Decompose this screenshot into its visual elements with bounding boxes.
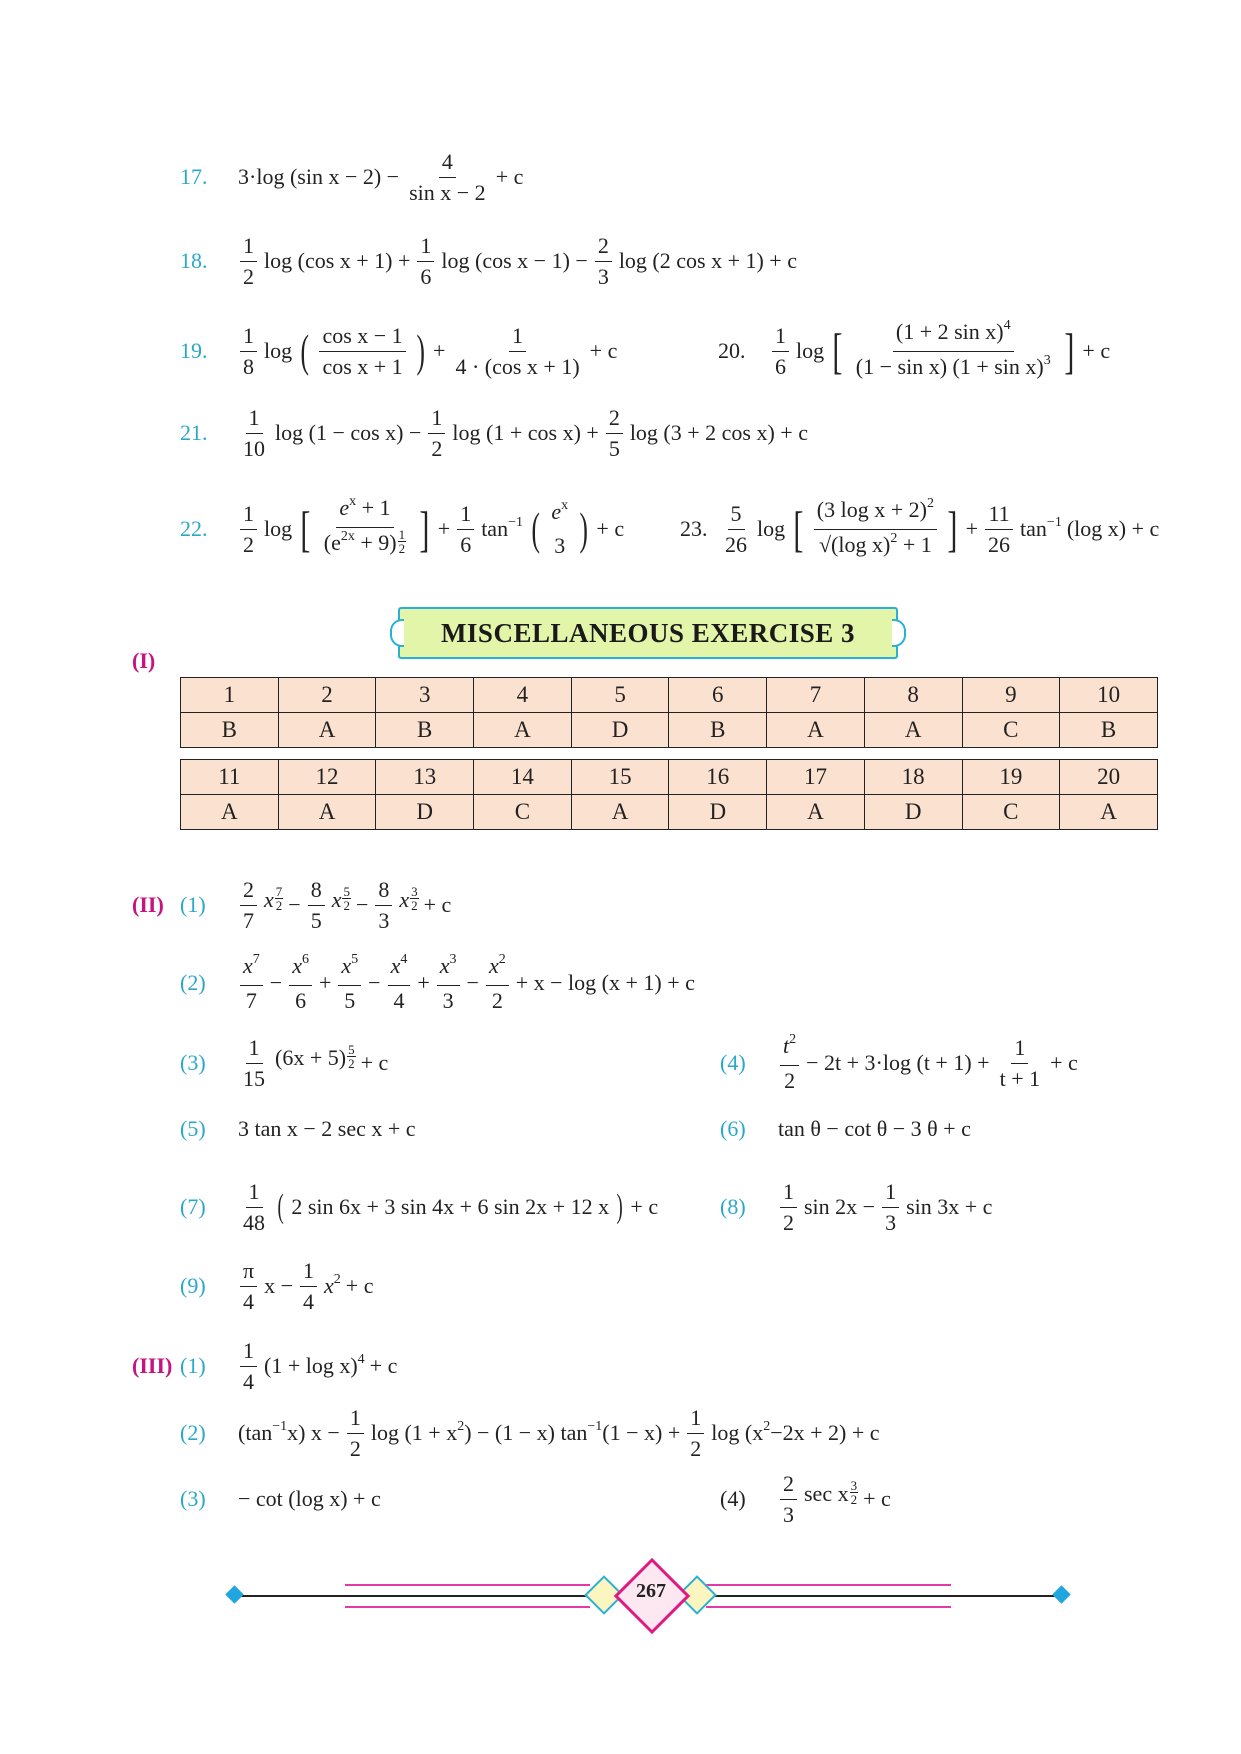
table-cell: 2 xyxy=(278,678,376,713)
footer-line xyxy=(345,1584,590,1586)
expr-text: + xyxy=(417,970,430,995)
expr-text: x − xyxy=(264,1273,294,1298)
footer-line xyxy=(706,1606,951,1608)
fraction: $\frac{1}{2}$ xyxy=(428,403,445,464)
answer-number: 22. xyxy=(180,516,208,541)
part-2-item-2 xyxy=(180,948,695,1018)
table-cell: 18 xyxy=(864,760,962,795)
right-paren: ) xyxy=(579,503,588,554)
fraction: $\frac{2}{3}$ xyxy=(595,231,612,292)
fraction: $\frac{1}{\text{4 · (cos x + 1)}}$ xyxy=(455,322,580,379)
table-cell: A xyxy=(767,795,865,830)
table-cell: 1 xyxy=(181,678,279,713)
fraction: $\frac{1}{10}$ xyxy=(243,404,265,461)
fraction: $\frac{2}{3}$ xyxy=(780,1469,797,1530)
fraction: $\frac{11}{26}$ xyxy=(985,499,1013,560)
expr-text: (1 + log x) xyxy=(264,1353,358,1378)
part-2-item-4 xyxy=(720,1028,1078,1098)
part-3-item-1: (III) (1) $\frac{1}{4}$ $(1 + \log x)^4$ + c xyxy=(132,1331,397,1401)
answer-number: 23. xyxy=(680,516,708,541)
expr-text: sec x xyxy=(804,1481,849,1506)
fraction: $\frac{1}{6}$ xyxy=(772,321,789,382)
answer-number: 19. xyxy=(180,338,208,363)
item-number: (1) xyxy=(180,1353,206,1378)
table-cell: 7 xyxy=(767,678,865,713)
fraction: $\frac{1}{48}$ xyxy=(243,1178,265,1235)
table-cell: 12 xyxy=(278,760,376,795)
answer-number: 17. xyxy=(180,164,208,189)
fraction: $e^x + 1$ $(e^{2x} + 9)$ $\frac{1}{2}$ xyxy=(323,493,406,556)
table-row xyxy=(181,760,1158,795)
table-cell: 5 xyxy=(571,678,669,713)
fraction: $\frac{x^2}{2}$ xyxy=(486,951,509,1016)
fraction: $\frac{\pi}{4}$ xyxy=(240,1256,257,1317)
diamond-icon xyxy=(225,1585,243,1603)
table-cell: B xyxy=(181,713,279,748)
right-bracket: ] xyxy=(947,501,958,557)
expr-text: tan θ − cot θ − 3 θ + c xyxy=(778,1116,971,1141)
part-2-item-5 xyxy=(180,1094,416,1164)
left-paren: ( xyxy=(531,503,540,554)
table-cell: 15 xyxy=(571,760,669,795)
fraction: $\frac{8}{5}$ xyxy=(308,875,325,936)
item-number: (8) xyxy=(720,1194,746,1219)
expr-text: − xyxy=(466,970,479,995)
part-2-item-1: (II) (1) $\frac{2}{7}$ x $\frac{7}{2}$ − $\frac{8}{5}$ x $\frac{5}{2}$ − $\frac{8}{3}$ x $\frac{3}{2}$ + c xyxy=(132,870,451,940)
fraction: $\frac{x^3}{3}$ xyxy=(437,951,460,1016)
fraction: $\frac{(3 \log x + 2)^2}{√(\log x)^2 + 1}$ xyxy=(814,495,937,564)
fraction: $\frac{x^7}{7}$ xyxy=(240,951,263,1016)
table-cell: A xyxy=(767,713,865,748)
table-cell: A xyxy=(474,713,572,748)
table-cell: C xyxy=(962,713,1060,748)
table-cell: 8 xyxy=(864,678,962,713)
footer-line xyxy=(706,1584,951,1586)
item-number: (4) xyxy=(720,1050,746,1075)
fraction: $\frac{1}{6}$ xyxy=(457,499,474,560)
fraction: $\frac{1}{2}$ xyxy=(240,499,257,560)
item-number: (4) xyxy=(720,1486,746,1511)
item-number: (9) xyxy=(180,1273,206,1298)
fraction: $\frac{1}{2}$ xyxy=(780,1177,797,1238)
expr-text: − 2t + 3·log (t + 1) + xyxy=(806,1050,990,1075)
fraction: $\frac{1}{15}$ xyxy=(243,1034,265,1091)
expr-text: 2 sin 6x + 3 sin 4x + 6 sin 2x + 12 x xyxy=(291,1194,610,1219)
item-number: (3) xyxy=(180,1486,206,1511)
expr-text: log (1 − cos x) − xyxy=(275,420,422,445)
part-3-item-4: (4) $\frac{2}{3}$ sec x $\frac{3}{2}$ + c xyxy=(720,1464,891,1534)
item-number: (3) xyxy=(180,1050,206,1075)
fraction: $e^x$ 3 xyxy=(551,498,569,558)
item-number: (1) xyxy=(180,892,206,917)
table-cell: C xyxy=(962,795,1060,830)
expr-text: − xyxy=(355,892,369,917)
table-cell: D xyxy=(669,795,767,830)
item-number: (2) xyxy=(180,970,206,995)
expr-text: + xyxy=(965,516,979,541)
table-row xyxy=(181,795,1158,830)
left-bracket: [ xyxy=(793,501,804,557)
expr-text: 3 tan x − 2 sec x + c xyxy=(238,1116,416,1141)
fraction: $\frac{2}{7}$ xyxy=(240,875,257,936)
diamond-icon xyxy=(1052,1585,1070,1603)
fraction: $\frac{1}{2}$ xyxy=(347,1403,364,1464)
answer-20 xyxy=(718,316,1110,386)
expr-text: + c xyxy=(596,516,625,541)
fraction: $\frac{2}{5}$ xyxy=(606,403,623,464)
item-number: (6) xyxy=(720,1116,746,1141)
expr-text: + c xyxy=(1082,338,1111,363)
fraction: $\frac{x^4}{4}$ xyxy=(388,951,411,1016)
expr-text: − xyxy=(269,970,283,995)
page-number: 267 xyxy=(636,1580,666,1602)
expr-text: + c xyxy=(863,1486,891,1511)
fraction: $\frac{(1 + 2 \sin x)^4}{(1 - \sin x) (1 + \sin x)^3}$ xyxy=(855,317,1051,379)
fraction: $\frac{5}{26}$ xyxy=(725,500,747,557)
part-2-item-6 xyxy=(720,1094,971,1164)
expr-text: + c xyxy=(495,164,524,189)
table-cell: 20 xyxy=(1060,760,1158,795)
left-bracket: [ xyxy=(300,501,311,557)
expr-text: + c xyxy=(423,892,452,917)
fraction: $\frac{4}{\text{sin x − 2}}$ xyxy=(409,148,486,205)
table-cell: 9 xyxy=(962,678,1060,713)
table-cell: B xyxy=(1060,713,1158,748)
part-2-item-8 xyxy=(720,1172,992,1242)
part-1-label: (I) xyxy=(132,648,156,673)
table-cell: 10 xyxy=(1060,678,1158,713)
expr-text: log xyxy=(796,338,825,363)
expr-text: log (2 cos x + 1) + c xyxy=(618,248,797,273)
fraction: $\frac{x^6}{6}$ xyxy=(289,951,312,1016)
answer-table-2 xyxy=(180,759,1158,830)
fraction: $\frac{1}{4}$ xyxy=(300,1256,317,1317)
part-2-item-9: (9) $\frac{\pi}{4}$ x − $\frac{1}{4}$ $x^2$ + c xyxy=(180,1251,373,1321)
table-cell: 14 xyxy=(474,760,572,795)
table-cell: A xyxy=(278,795,376,830)
part-3-item-2: (2) $(\tan^{-1}x) x$ − $\frac{1}{2}$ $\log (1 + x^2) - (1 - x)$ $\tan^{-1}(1 - x)$ + $\frac{1}{2}$ $\log (x^2-2x + 2) + c$ xyxy=(180,1398,880,1468)
table-cell: A xyxy=(278,713,376,748)
answer-22: 22. $\frac{1}{2}$ log [ $e^x + 1$ $(e^{2x} + 9)$ $\frac{1}{2}$ ] + $\frac{1}{6}$ $\tan^{-1}$ ( $e^x$ 3 ) + c xyxy=(180,494,624,564)
expr-text: log (cos x − 1) − xyxy=(441,248,588,273)
answer-18 xyxy=(180,226,797,296)
part-3-item-3 xyxy=(180,1464,381,1534)
fraction: $\frac{\text{cos x − 1}}{\text{cos x + 1}}$ xyxy=(319,321,405,382)
table-cell: 16 xyxy=(669,760,767,795)
item-number: (2) xyxy=(180,1420,206,1445)
expr-text: tan xyxy=(1020,516,1047,541)
left-paren: ( xyxy=(277,1188,284,1225)
item-number: (7) xyxy=(180,1194,206,1219)
expr-text: (log x) + c xyxy=(1066,516,1160,541)
fraction: $\frac{1}{t + 1}$ xyxy=(999,1034,1041,1091)
expr-text: + c xyxy=(345,1273,374,1298)
table-cell: 13 xyxy=(376,760,474,795)
table-cell: D xyxy=(864,795,962,830)
expr-text: − xyxy=(368,970,381,995)
table-cell: A xyxy=(181,795,279,830)
section-title: MISCELLANEOUS EXERCISE 3 xyxy=(398,607,898,659)
part-2-item-7 xyxy=(180,1172,658,1242)
table-cell: D xyxy=(376,795,474,830)
expr-text: + xyxy=(437,516,451,541)
answer-23: 23. $\frac{5}{26}$ log [ $\frac{(3 \log x + 2)^2}{√(\log x)^2 + 1}$ ] + $\frac{11}{26}$ $\tan^{-1}$ (log x) + c xyxy=(680,494,1159,564)
expr-text: + c xyxy=(589,338,618,363)
expr-text: 3·log (sin x − 2) − xyxy=(238,164,400,189)
fraction: $\frac{1}{6}$ xyxy=(417,231,434,292)
right-bracket: ] xyxy=(419,501,430,557)
expr-text: log (3 + 2 cos x) + c xyxy=(629,420,808,445)
answer-number: 21. xyxy=(180,420,208,445)
expr-text: log xyxy=(264,516,293,541)
expr-text: log xyxy=(264,338,293,363)
right-paren: ) xyxy=(616,1188,623,1225)
fraction: $\frac{1}{2}$ xyxy=(240,231,257,292)
expr-text: log (1 + cos x) + xyxy=(452,420,599,445)
answer-number: 18. xyxy=(180,248,208,273)
expr-text: sin 3x + c xyxy=(906,1194,993,1219)
table-cell: 11 xyxy=(181,760,279,795)
left-bracket: [ xyxy=(832,323,843,379)
table-cell: B xyxy=(376,713,474,748)
answer-17 xyxy=(180,142,523,212)
table-row xyxy=(181,713,1158,748)
expr-text: sin 2x − xyxy=(804,1194,876,1219)
expr-text: log xyxy=(757,516,786,541)
fraction: $\frac{1}{4}$ xyxy=(240,1336,257,1397)
table-cell: A xyxy=(1060,795,1158,830)
table-cell: 6 xyxy=(669,678,767,713)
expr-text: + c xyxy=(369,1353,398,1378)
expr-text: − cot (log x) + c xyxy=(238,1486,381,1511)
fraction: $\frac{1}{3}$ xyxy=(882,1177,899,1238)
table-cell: 4 xyxy=(474,678,572,713)
expr-text: + xyxy=(318,970,332,995)
expr-text: (6x + 5) xyxy=(275,1045,347,1070)
fraction: $\frac{x^5}{5}$ xyxy=(338,951,361,1016)
table-cell: 19 xyxy=(962,760,1060,795)
table-row xyxy=(181,678,1158,713)
part-2-item-3: (3) $\frac{1}{15}$ (6x + 5) $\frac{5}{2}$ + c xyxy=(180,1028,388,1098)
fraction: $\frac{8}{3}$ xyxy=(375,875,392,936)
table-cell: 3 xyxy=(376,678,474,713)
expr-text: + x − log (x + 1) + c xyxy=(515,970,695,995)
fraction: $\frac{1}{2}$ xyxy=(687,1403,704,1464)
table-cell: B xyxy=(669,713,767,748)
right-bracket: ] xyxy=(1064,323,1075,379)
table-cell: A xyxy=(864,713,962,748)
expr-text: tan xyxy=(481,516,509,541)
fraction: $\frac{1}{8}$ xyxy=(240,321,257,382)
fraction: $\frac{t^2}{2}$ xyxy=(780,1031,799,1096)
expr-text: + c xyxy=(1050,1050,1078,1075)
answer-19 xyxy=(180,316,617,386)
expr-text: − xyxy=(288,892,301,917)
answer-21 xyxy=(180,398,808,468)
part-2-label: (II) xyxy=(132,892,164,917)
item-number: (5) xyxy=(180,1116,206,1141)
answer-number: 20. xyxy=(718,338,746,363)
table-cell: A xyxy=(571,795,669,830)
expr-text: + c xyxy=(630,1194,659,1219)
right-paren: ) xyxy=(416,325,425,376)
table-cell: D xyxy=(571,713,669,748)
expr-text: + xyxy=(433,338,446,363)
table-cell: C xyxy=(474,795,572,830)
expr-text: log (cos x + 1) + xyxy=(264,248,411,273)
part-3-label: (III) xyxy=(132,1353,173,1378)
left-paren: ( xyxy=(300,325,310,376)
answer-table-1 xyxy=(180,677,1158,748)
expr-text: + c xyxy=(360,1050,389,1075)
table-cell: 17 xyxy=(767,760,865,795)
footer-line xyxy=(345,1606,590,1608)
